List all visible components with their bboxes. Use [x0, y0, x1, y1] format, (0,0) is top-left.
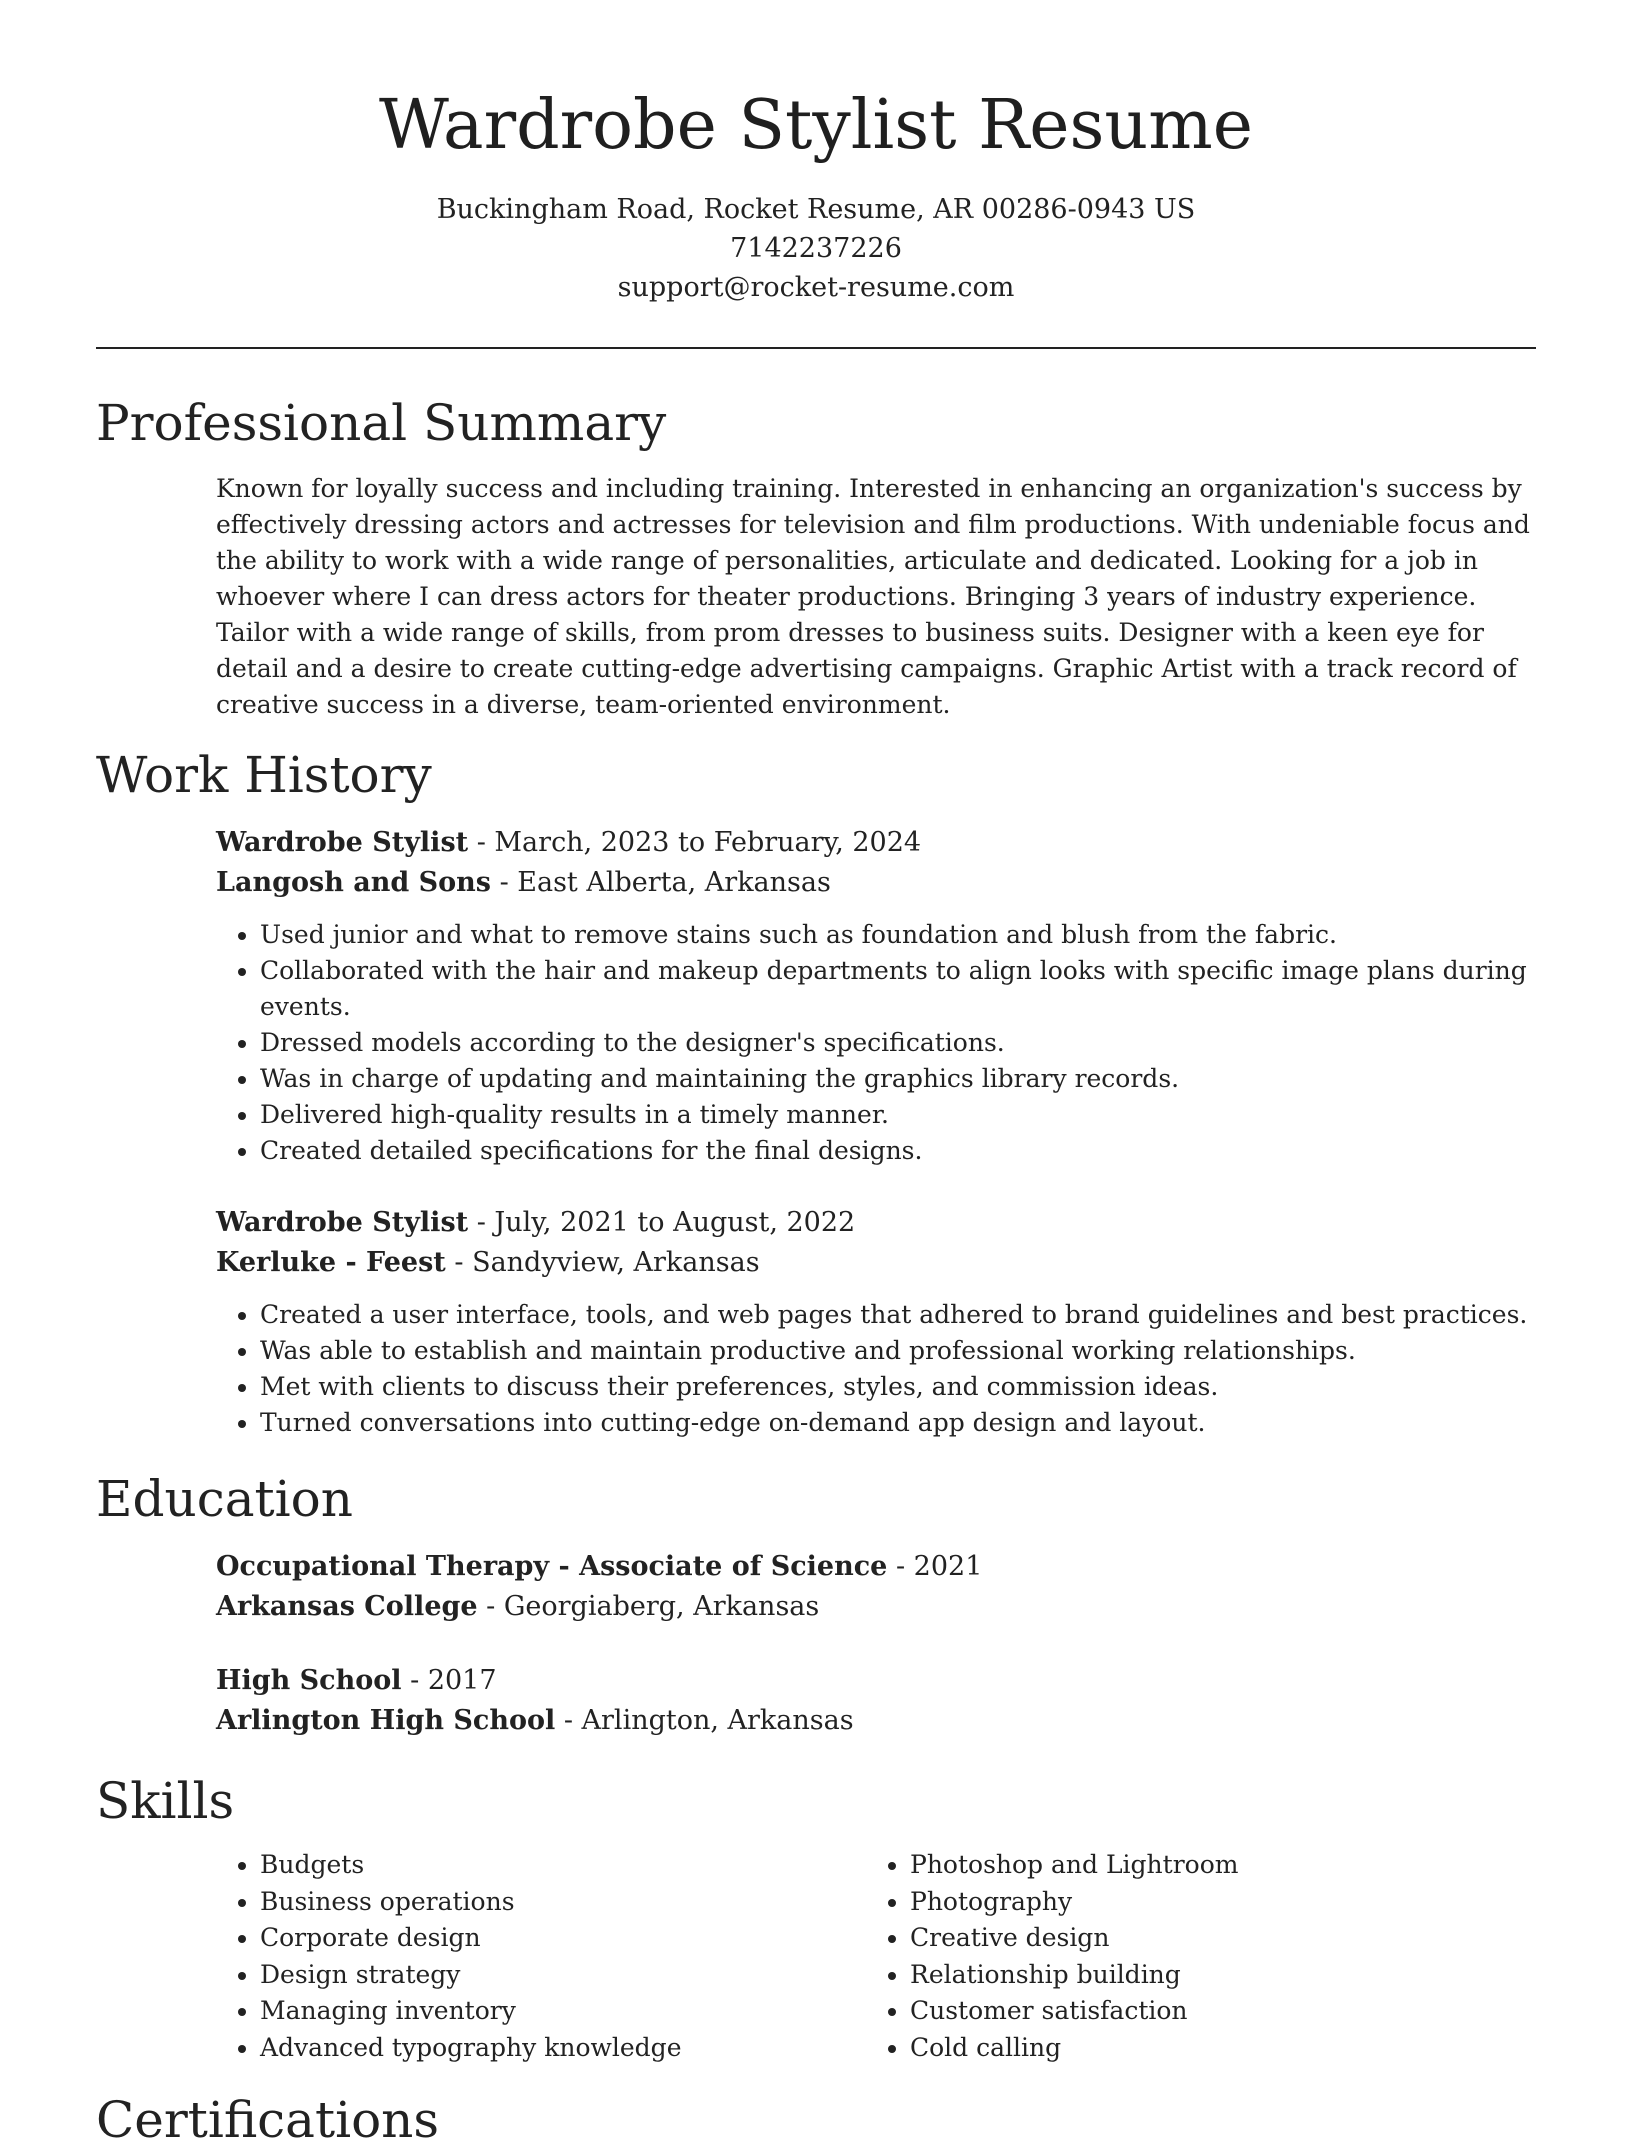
- education-heading: Education: [96, 1470, 353, 1528]
- skill-item: • Design strategy: [260, 1957, 866, 1994]
- job-location: - Sandyview, Arkansas: [445, 1247, 760, 1278]
- job-bullets: [216, 1297, 1536, 1441]
- skill-item: • Customer satisfaction: [910, 1993, 1516, 2030]
- job-entry: [216, 1203, 1536, 1441]
- summary-text: Known for loyally success and including training. Interested in enhancing an organization's success by effectively dressing actors and actresses for television and film productions. With undeniable focus and the ability to work with a wide range of personalities, articulate and dedicated. Looking for a job in whoever where I can dress actors for theater productions. Bringing 3 years of industry experience. Tailor with a wide range of skills, from prom dresses to business suits. Designer with a keen eye for detail and a desire to create cutting-edge advertising campaigns. Graphic Artist with a track record of creative success in a diverse, team-oriented environment.: [216, 474, 1530, 719]
- skill-item: • Business operations: [260, 1884, 866, 1921]
- education-entry: [216, 1661, 1536, 1741]
- contact-block: [96, 190, 1536, 307]
- education-year: - 2017: [401, 1665, 497, 1696]
- job-title-line: [216, 1203, 1536, 1243]
- education-location: - Arlington, Arkansas: [555, 1705, 854, 1736]
- education-school-line: [216, 1587, 1536, 1627]
- job-bullets: [216, 917, 1536, 1169]
- job-bullet: • Met with clients to discuss their preferences, styles, and commission ideas.: [260, 1369, 1536, 1405]
- skills-heading: Skills: [96, 1772, 235, 1830]
- education-degree-line: [216, 1661, 1536, 1701]
- job-bullet: • Dressed models according to the designer's specifications.: [260, 1025, 1536, 1061]
- contact-phone: 7142237226: [730, 233, 902, 264]
- job-company: Kerluke - Feest: [216, 1247, 446, 1278]
- job-bullet: • Turned conversations into cutting-edge on-demand app design and layout.: [260, 1405, 1536, 1441]
- skills-columns: [216, 1847, 1536, 2066]
- education-field: Occupational Therapy - Associate of Science: [216, 1551, 888, 1582]
- skills-section: [96, 1769, 1536, 2066]
- job-title-line: [216, 823, 1536, 863]
- job-dates: - July, 2021 to August, 2022: [468, 1207, 856, 1238]
- education-school: Arkansas College: [216, 1591, 478, 1622]
- resume-page: [96, 0, 1536, 2152]
- job-bullet: • Collaborated with the hair and makeup departments to align looks with specific image plans during events.: [260, 953, 1536, 1025]
- resume-title: Wardrobe Stylist Resume: [379, 86, 1253, 165]
- education-degree-line: [216, 1547, 1536, 1587]
- job-company-line: [216, 1243, 1536, 1283]
- education-year: - 2021: [887, 1551, 983, 1582]
- skill-item: • Managing inventory: [260, 1993, 866, 2030]
- skill-item: • Photoshop and Lightroom: [910, 1847, 1516, 1884]
- skill-item: • Creative design: [910, 1920, 1516, 1957]
- skill-item: • Budgets: [260, 1847, 866, 1884]
- job-bullet: • Delivered high-quality results in a timely manner.: [260, 1097, 1536, 1133]
- job-bullet: • Used junior and what to remove stains such as foundation and blush from the fabric.: [260, 917, 1536, 953]
- job-entry: [216, 823, 1536, 1169]
- work-history-heading: Work History: [96, 746, 432, 804]
- contact-email: support@rocket-resume.com: [617, 272, 1015, 303]
- skills-list-right: [866, 1847, 1516, 2066]
- education-field: High School: [216, 1665, 402, 1696]
- education-section: [96, 1467, 1536, 1741]
- job-bullet: • Created a user interface, tools, and web pages that adhered to brand guidelines and best practices.: [260, 1297, 1536, 1333]
- education-location: - Georgiaberg, Arkansas: [477, 1591, 820, 1622]
- job-company: Langosh and Sons: [216, 867, 491, 898]
- certifications-heading: Certifications: [96, 2091, 440, 2149]
- skill-item: • Photography: [910, 1884, 1516, 1921]
- job-bullet: • Was able to establish and maintain productive and professional working relationships.: [260, 1333, 1536, 1369]
- skill-item: • Cold calling: [910, 2030, 1516, 2067]
- education-school-line: [216, 1701, 1536, 1741]
- skill-item: • Relationship building: [910, 1957, 1516, 1994]
- skill-item: • Advanced typography knowledge: [260, 2030, 866, 2067]
- skill-item: • Corporate design: [260, 1920, 866, 1957]
- job-bullet: • Created detailed specifications for the final designs.: [260, 1133, 1536, 1169]
- header-divider: [96, 347, 1536, 349]
- job-location: - East Alberta, Arkansas: [490, 867, 831, 898]
- job-dates: - March, 2023 to February, 2024: [468, 827, 922, 858]
- job-role: Wardrobe Stylist: [216, 827, 469, 858]
- summary-section: [96, 391, 1536, 723]
- contact-address: Buckingham Road, Rocket Resume, AR 00286-0943 US: [436, 194, 1196, 225]
- education-school: Arlington High School: [216, 1705, 556, 1736]
- certifications-section: [96, 2088, 1536, 2152]
- job-company-line: [216, 863, 1536, 903]
- summary-heading: Professional Summary: [96, 394, 667, 452]
- job-bullet: • Was in charge of updating and maintaining the graphics library records.: [260, 1061, 1536, 1097]
- education-entry: [216, 1547, 1536, 1627]
- resume-header: [96, 0, 1536, 307]
- skills-list-left: [216, 1847, 866, 2066]
- work-history-section: [96, 743, 1536, 1441]
- job-role: Wardrobe Stylist: [216, 1207, 469, 1238]
